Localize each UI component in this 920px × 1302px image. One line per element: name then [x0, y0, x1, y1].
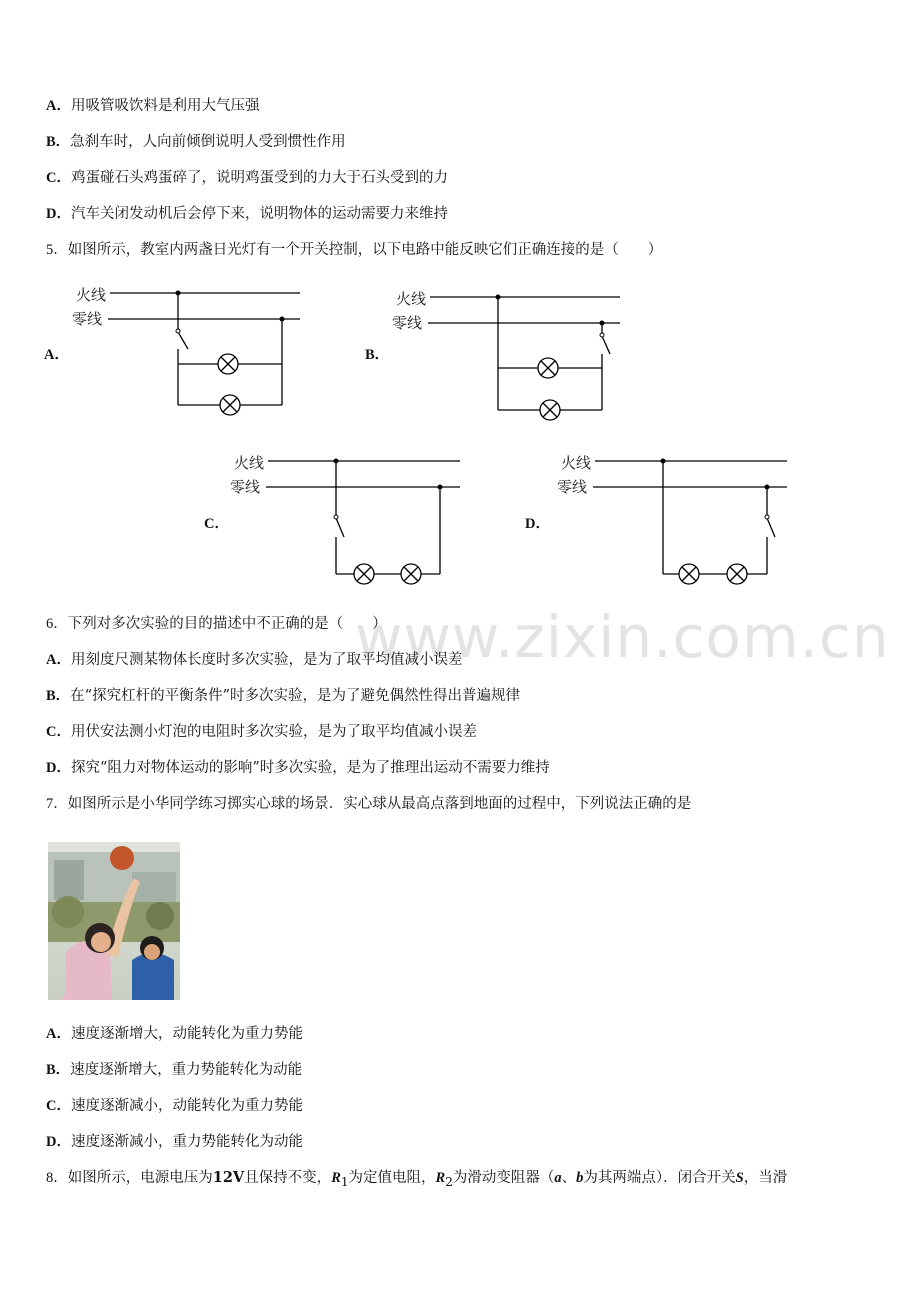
neutral-wire-label: 零线	[230, 478, 261, 496]
neutral-wire-label: 零线	[72, 310, 103, 328]
q4-option-a: A．用吸管吸饮料是利用大气压强	[46, 98, 260, 114]
q6-option-a: A．用刻度尺测某物体长度时多次实验，是为了取平均值减小误差	[46, 652, 463, 668]
circuit-b-label: B．	[365, 347, 390, 363]
q6-option-c: C．用伏安法测小灯泡的电阻时多次实验，是为了取平均值减小误差	[46, 724, 477, 740]
q4-option-d: D．汽车关闭发动机后会停下来，说明物体的运动需要力来维持	[46, 206, 448, 222]
live-wire-label: 火线	[561, 454, 592, 472]
circuit-d-label: D．	[525, 516, 550, 532]
circuit-a	[70, 282, 310, 417]
q4-option-b: B．急刹车时，人向前倾倒说明人受到惯性作用	[46, 134, 346, 150]
q8-stem: 8．如图所示，电源电压为12V且保持不变，$R_1$为定值电阻，$R_2$为滑动变阻器（a、b为其两端点）．闭合开关S，当滑	[46, 1169, 788, 1189]
ball-icon	[110, 846, 134, 870]
live-wire-label: 火线	[76, 286, 107, 304]
circuit-c-label: C．	[204, 516, 229, 532]
live-wire-label: 火线	[234, 454, 265, 472]
q6-stem: 6．下列对多次实验的目的描述中不正确的是（ ）	[46, 616, 387, 632]
q7-stem: 7．如图所示是小华同学练习掷实心球的场景．实心球从最高点落到地面的过程中，下列说法正确的是	[46, 796, 692, 812]
watermark: www.zixin.com.cn	[355, 603, 890, 671]
q7-option-b: B．速度逐渐增大，重力势能转化为动能	[46, 1062, 303, 1078]
circuit-c	[228, 450, 468, 585]
circuit-a-label: A．	[44, 347, 69, 363]
q4-option-c: C．鸡蛋碰石头鸡蛋碎了，说明鸡蛋受到的力大于石头受到的力	[46, 170, 448, 186]
circuit-d	[555, 450, 795, 585]
q6-option-d: D．探究“阻力对物体运动的影响”时多次实验，是为了推理出运动不需要力维持	[46, 760, 550, 776]
q7-option-c: C．速度逐渐减小，动能转化为重力势能	[46, 1098, 303, 1114]
q7-option-d: D．速度逐渐减小，重力势能转化为动能	[46, 1134, 303, 1150]
live-wire-label: 火线	[396, 290, 427, 308]
q5-stem: 5．如图所示，教室内两盏日光灯有一个开关控制，以下电路中能反映它们正确连接的是（ ）	[46, 242, 663, 258]
q7-option-a: A．速度逐渐增大，动能转化为重力势能	[46, 1026, 303, 1042]
circuit-b	[390, 286, 630, 421]
neutral-wire-label: 零线	[392, 314, 423, 332]
q6-option-b: B．在“探究杠杆的平衡条件”时多次实验，是为了避免偶然性得出普遍规律	[46, 688, 520, 704]
neutral-wire-label: 零线	[557, 478, 588, 496]
shot-put-photo	[48, 842, 180, 1000]
